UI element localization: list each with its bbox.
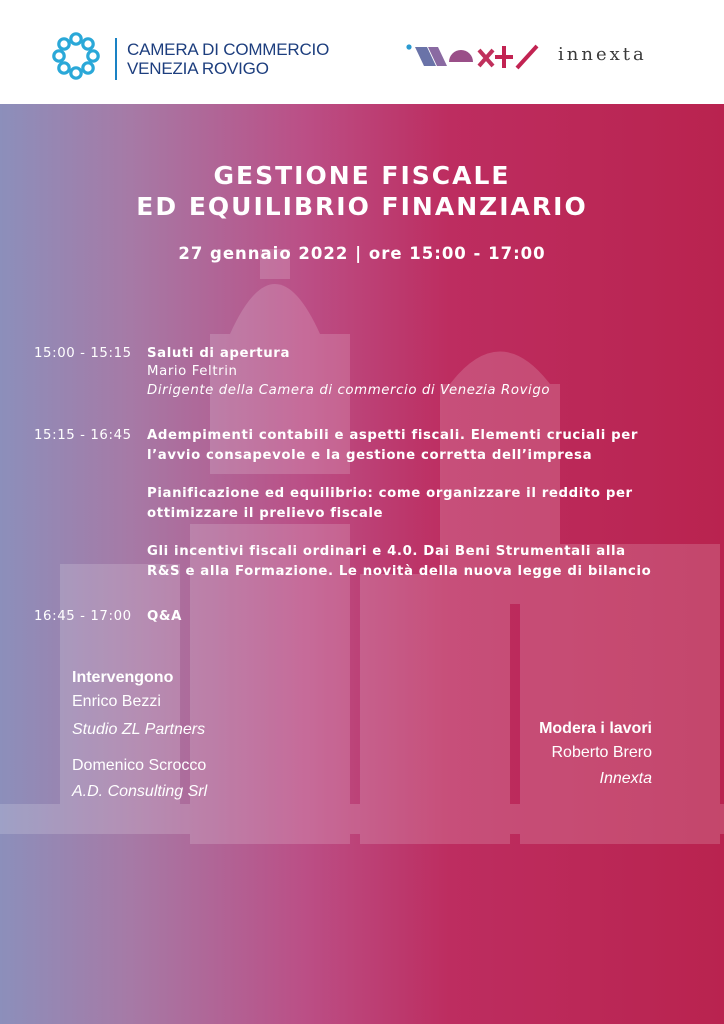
event-title xyxy=(0,160,724,222)
chamber-name xyxy=(127,40,329,78)
agenda-topic-2-line1: Pianificazione ed equilibrio: come organizzare il reddito per xyxy=(147,486,633,501)
chamber-name-line1: CAMERA DI COMMERCIO xyxy=(127,40,330,59)
agenda-topic-2-line2: ottimizzare il prelievo fiscale xyxy=(147,506,384,521)
chamber-logo-icon xyxy=(50,30,102,82)
agenda-time: 15:00 - 15:15 xyxy=(34,346,132,361)
moderator-heading: Modera i lavori xyxy=(539,720,652,737)
agenda-title: Saluti di apertura xyxy=(147,346,291,361)
event-date: 27 gennaio 2022 | ore 15:00 - 17:00 xyxy=(178,244,546,263)
speaker-company: A.D. Consulting Srl xyxy=(72,783,208,800)
agenda-speaker: Mario Feltrin xyxy=(147,364,238,379)
innexta-wordmark: innexta xyxy=(558,44,647,65)
moderator-company: Innexta xyxy=(599,770,652,787)
speaker-name: Enrico Bezzi xyxy=(72,693,161,710)
agenda-speaker-role: Dirigente della Camera di commercio di Venezia Rovigo xyxy=(147,383,551,398)
agenda-topic-3-line2: R&S e alla Formazione. Le novità della nuova legge di bilancio xyxy=(147,564,652,579)
agenda-time: 16:45 - 17:00 xyxy=(34,609,132,624)
speaker-company: Studio ZL Partners xyxy=(72,721,206,738)
agenda-topic-1-line1: Adempimenti contabili e aspetti fiscali. Elementi cruciali per xyxy=(147,428,639,443)
speakers-block xyxy=(72,666,207,804)
speakers-heading: Intervengono xyxy=(72,669,174,686)
agenda-topic-3-line1: Gli incentivi fiscali ordinari e 4.0. Dai Beni Strumentali alla xyxy=(147,544,626,559)
moderator-name: Roberto Brero xyxy=(551,744,652,761)
moderator-block xyxy=(450,717,652,791)
chamber-name-line2: VENEZIA ROVIGO xyxy=(127,59,269,78)
header xyxy=(0,0,724,104)
agenda-time: 15:15 - 16:45 xyxy=(34,428,132,443)
agenda-title: Q&A xyxy=(147,609,182,624)
speaker-name: Domenico Scrocco xyxy=(72,757,207,774)
agenda-topic-1-line2: l’avvio consapevole e la gestione corretta dell’impresa xyxy=(147,448,593,463)
event-title-line2: ED EQUILIBRIO FINANZIARIO xyxy=(136,192,588,221)
innexta-logo-icon xyxy=(405,38,555,74)
event-title-line1: GESTIONE FISCALE xyxy=(213,161,511,190)
logo-divider xyxy=(115,38,117,80)
